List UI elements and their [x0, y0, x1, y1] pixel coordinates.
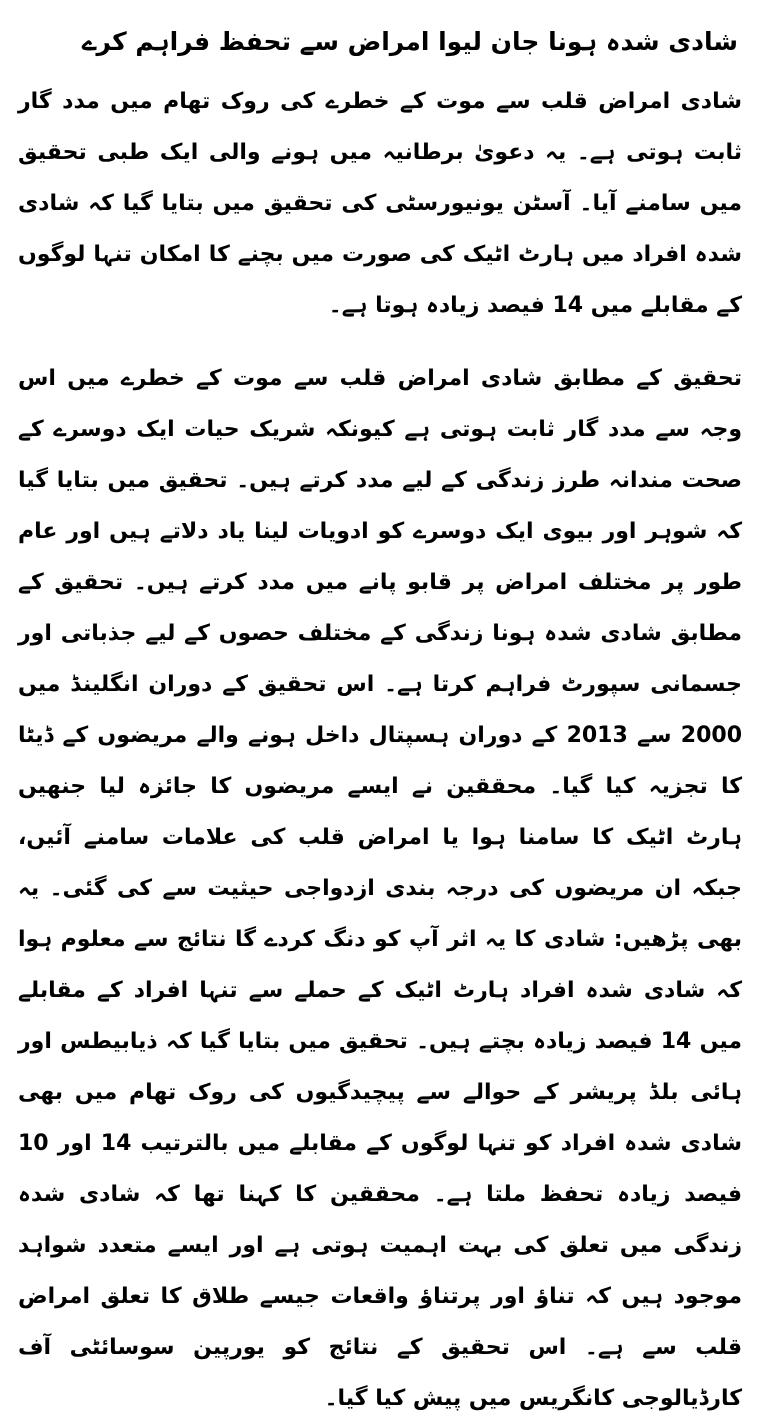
article-paragraph-1: شادی امراض قلب سے موت کے خطرے کی روک تھام میں مدد گار ثابت ہوتی ہے۔ یہ دعویٰ برطانیہ میں ہونے والی ایک طبی تحقیق میں سامنے آیا۔ آسٹن یونیورسٹی کی تحقیق میں بتایا گیا کہ شادی شدہ افراد میں ہارٹ اٹیک کی صورت میں بچنے کا امکان تنہا لوگوں کے مقابلے میں 14 فیصد زیادہ ہوتا ہے۔ [18, 89, 742, 318]
article [18, 22, 742, 1424]
article-title: شادی شدہ ہونا جان لیوا امراض سے تحفظ فراہم کرے [81, 27, 738, 56]
article-paragraph-2: تحقیق کے مطابق شادی امراض قلب سے موت کے خطرے میں اس وجہ سے مدد گار ثابت ہوتی ہے کیونکہ شریک حیات ایک دوسرے کے صحت مندانہ طرز زندگی کے لیے مدد کرتے ہیں۔ تحقیق میں بتایا گیا کہ شوہر اور بیوی ایک دوسرے کو ادویات لینا یاد دلاتے ہیں اور عام طور پر مختلف امراض پر قابو پانے میں مدد کرتے ہیں۔ تحقیق کے مطابق شادی شدہ ہونا زندگی کے مختلف حصوں کے لیے جذباتی اور جسمانی سپورٹ فراہم کرتا ہے۔ اس تحقیق کے دوران انگلینڈ میں 2000 سے 2013 کے دوران ہسپتال داخل ہونے والے مریضوں کے ڈیٹا کا تجزیہ کیا گیا۔ محققین نے ایسے مریضوں کا جائزہ لیا جنھیں ہارٹ اٹیک کا سامنا ہوا یا امراض قلب کی علامات سامنے آئیں، جبکہ ان مریضوں کی درجہ بندی ازدواجی حیثیت سے کی گئی۔ یہ بھی پڑھیں: شادی کا یہ اثر آپ کو دنگ کردے گا نتائج سے معلوم ہوا کہ شادی شدہ افراد ہارٹ اٹیک کے حملے سے تنہا افراد کے مقابلے میں 14 فیصد زیادہ بچتے ہیں۔ تحقیق میں بتایا گیا کہ ذیابیطس اور ہائی بلڈ پریشر کے حوالے سے پیچیدگیوں کی روک تھام میں بھی شادی شدہ افراد کو تنہا لوگوں کے مقابلے میں بالترتیب 14 اور 10 فیصد زیادہ تحفظ ملتا ہے۔ محققین کا کہنا تھا کہ شادی شدہ زندگی میں تعلق کی بہت اہمیت ہوتی ہے اور ایسے متعدد شواہد موجود ہیں کہ تناؤ اور پرتناؤ واقعات جیسے طلاق کا تعلق امراض قلب سے ہے۔ اس تحقیق کے نتائج کو یورپین سوسائٹی آف کارڈیالوجی کانگریس میں پیش کیا گیا۔ [18, 366, 743, 1411]
